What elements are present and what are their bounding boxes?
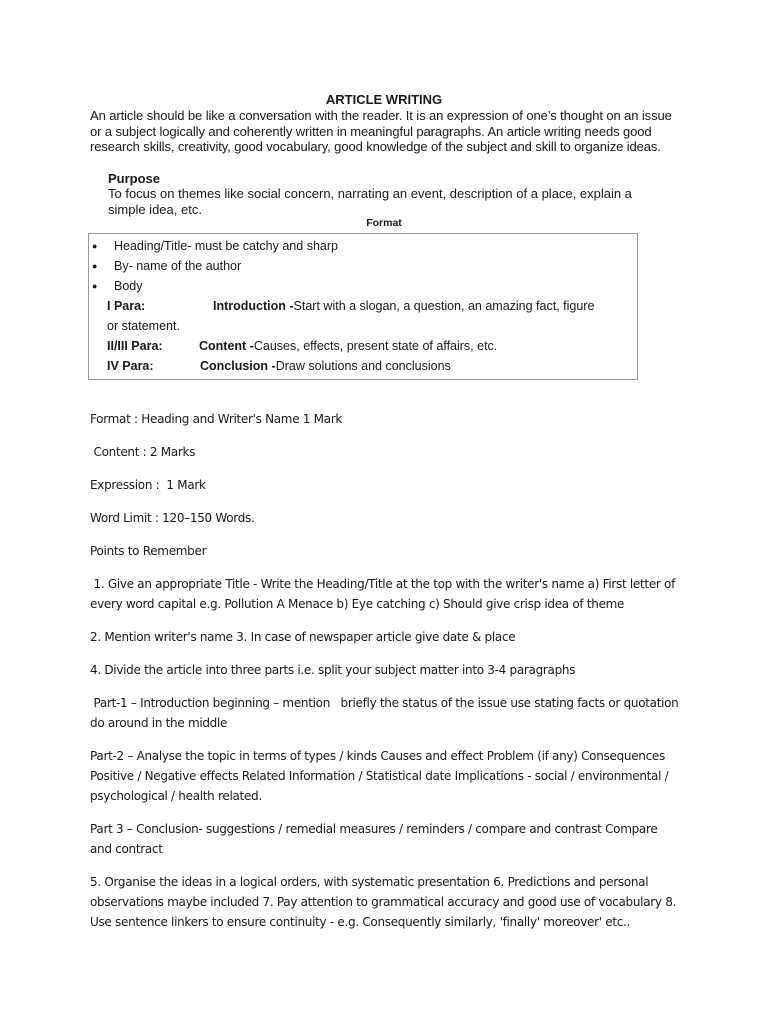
- marking-content: Content : 2 Marks: [90, 445, 196, 459]
- para-row-intro: I Para: Introduction -Start with a slogan, a question, an amazing fact, figure: [107, 299, 595, 313]
- point-item: Part-2 – Analyse the topic in terms of types / kinds Causes and effect Problem (if any) Consequences Positive / Negative effects Related Information / Statistical date Implications - social / environmental / psychological / health related.: [90, 749, 669, 803]
- points-heading: Points to Remember: [90, 544, 207, 558]
- point-item: 1. Give an appropriate Title - Write the Heading/Title at the top with the writer's name a) First letter of every word capital e.g. Pollution A Menace b) Eye catching c) Should give crisp idea of theme: [90, 577, 679, 611]
- purpose-text: To focus on themes like social concern, narrating an event, description of a place, explain a simple idea, etc.: [108, 186, 632, 217]
- bullet-icon: ●: [92, 281, 98, 291]
- bullet-icon: ●: [92, 261, 98, 271]
- document-page: ARTICLE WRITING An article should be like a conversation with the reader. It is an expression of one’s thought on an issue or a subject logically and coherently written in meaningful paragraphs. An article writing needs good research skills, creativity, good vocabulary, good knowledge of the subject and skill to organize ideas. Purpose To focus on themes like social concern, narrating an event, description of a place, explain a simple idea, etc. Format ● Heading/Title- must be catchy and sharp ● By- name of the author ● Body I Para: Introduction -Start with a slogan, a question, an amazing fact, figure or statement. II/III Para: Content -Causes, effects, present state of affairs, etc. IV Para: Conclusion -Draw solutions and conclusions Format : Heading and Writer's Name 1 Mark Content : 2 Marks Expression : 1 Mark Word Limit : 120–150 Words. Points to Remember 1. Give an appropriate Title - Write the Heading/Title at the top with the writer's name a) First letter of every word capital e.g. Pollution A Menace b) Eye catching c) Should give crisp idea of theme 2. Mention writer's name 3. In case of newspaper article give date & place 4. Divide the article into three parts i.e. split your subject matter into 3-4 paragraphs Part-1 – Introduction beginning – mention briefly the status of the issue use stating facts or quotation do around in the middle Part-2 – Analyse the topic in terms of types / kinds Causes and effect Problem (if any) Consequences Positive / Negative effects Related Information / Statistical date Implications - social / environmental / psychological / health related. Part 3 – Conclusion- suggestions / remedial measures / reminders / compare and contrast Compare and contract 5. Organise the ideas in a logical orders, with systematic presentation 6. Predictions and personal observations maybe included 7. Pay attention to grammatical accuracy and good use of vocabulary 8. Use sentence linkers to ensure continuity - e.g. Consequently similarly, 'finally' moreover' etc..: [0, 0, 768, 1024]
- document-title: ARTICLE WRITING: [325, 92, 443, 107]
- point-item: 5. Organise the ideas in a logical orders, with systematic presentation 6. Predictions and personal observations maybe included 7. Pay attention to grammatical accuracy and good use of vocabulary 8. Use sentence linkers to ensure continuity - e.g. Consequently similarly, 'finally' moreover' etc..: [90, 875, 677, 929]
- marking-format: Format : Heading and Writer's Name 1 Mark: [90, 412, 343, 426]
- para-row-continuation: or statement.: [107, 319, 180, 333]
- point-item: 4. Divide the article into three parts i.e. split your subject matter into 3-4 paragraphs: [90, 663, 576, 677]
- para-row-content: II/III Para: Content -Causes, effects, present state of affairs, etc.: [107, 339, 498, 353]
- purpose-heading: Purpose: [108, 171, 161, 186]
- marking-word-limit: Word Limit : 120–150 Words.: [90, 511, 255, 525]
- intro-paragraph: An article should be like a conversation with the reader. It is an expression of one’s thought on an issue or a subject logically and coherently written in meaningful paragraphs. An article writing needs good research skills, creativity, good vocabulary, good knowledge of the subject and skill to organize ideas.: [90, 108, 672, 154]
- bullet-icon: ●: [92, 241, 98, 251]
- format-heading: Format: [366, 217, 402, 229]
- marking-expression: Expression : 1 Mark: [90, 478, 206, 492]
- para-row-conclusion: IV Para: Conclusion -Draw solutions and conclusions: [107, 359, 451, 373]
- point-item: Part-1 – Introduction beginning – mention briefly the status of the issue use stating facts or quotation do around in the middle: [90, 696, 683, 730]
- point-item: Part 3 – Conclusion- suggestions / remedial measures / reminders / compare and contrast Compare and contract: [90, 822, 658, 856]
- point-item: 2. Mention writer's name 3. In case of newspaper article give date & place: [90, 630, 516, 644]
